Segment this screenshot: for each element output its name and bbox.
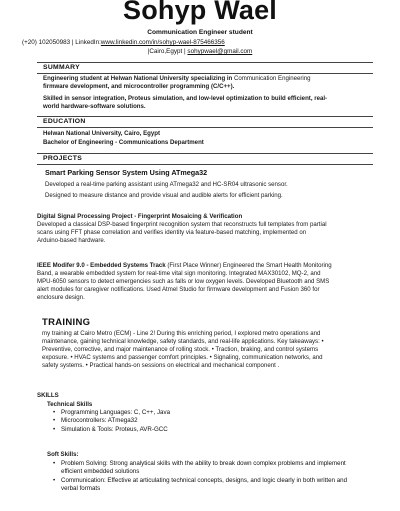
summary-line: firmware development, and microcontroller programming (C/C++). [43,83,235,90]
project-description: Developed a real-time parking assistant using ATmega32 and HC-SR04 ultrasonic sensor. [45,181,288,188]
contact-line [22,39,362,47]
soft-skill-text: Communication: Effective at articulating technical concepts, designs, and logic clearly in both written and [61,476,348,484]
list-item: • Programming Languages: C, C++, Java [53,409,353,417]
project-description: Arduino-based hardware. [37,237,106,244]
linkedin-label: LinkedIn: [75,39,101,46]
linkedin-link[interactable]: www.linkedin.com/in/sohyp-wael-875466356 [100,39,225,46]
project-description: Designed to measure distance and provide visual and audible alerts for efficient parking. [45,192,283,199]
project-description: Band, a wearable embedded system for real-time vital sign monitoring. Integrated MAX30102, MQ-2, and [37,270,321,277]
resume-subtitle: Communication Engineer student [147,29,253,36]
soft-skills-heading: Soft Skills: [47,451,79,458]
summary-text: Communication Engineering [232,75,311,82]
section-divider [37,116,373,117]
project-title: Digital Signal Processing Project - Fingerprint Mosaicing & Verification [37,213,243,220]
training-text: my training at Cairo Metro (ECM) - Line 2! During this enriching period, I explored metro operations and [42,330,321,337]
list-item [53,477,398,494]
list-item: • Simulation & Tools: Proteus, AVR-GCC [53,426,353,434]
list-item [53,460,398,477]
skills-heading: SKILLS [37,392,59,399]
education-degree: Bachelor of Engineering - Communications Department [43,139,204,146]
training-text: exposure. • HVAC systems and passenger comfort principles. • Signaling, communication networks, and [42,354,323,361]
education-school: Helwan National University, Cairo, Egypt [43,130,161,137]
training-text: maintenance, gaining technical knowledge, safety standards, and real-life applications. Key takeaways: • [42,338,324,345]
section-divider [37,127,373,128]
training-text: safety systems. • Practical hands-on sessions on electrical and mechanical component . [42,362,280,369]
project-title: Smart Parking Sensor System Using ATmega32 [45,168,208,177]
project-title: IEEE Modifer 9.0 - Embedded Systems Track [37,262,166,269]
summary-bold-text: Engineering student at Helwan National University specializing in [43,75,233,82]
contact-separator: | [184,48,188,55]
list-item: • Microcontrollers: ATmega32 [53,417,353,425]
project-description: (First Place Winner) Engineered the Smart Health Monitoring [165,262,332,269]
contact-separator: | [71,39,76,46]
summary-line: world hardware-software solutions. [43,103,146,110]
technical-skills-list [53,409,353,434]
projects-heading: PROJECTS [43,155,83,162]
summary-heading: SUMMARY [43,64,80,71]
contact-line-2 [0,48,400,56]
email-link[interactable]: sohypwael@gmail.com [187,48,253,55]
phone-number: (+20) 102050983 [22,39,71,46]
soft-skill-text: verbal formats [61,485,101,493]
project-line [37,262,389,270]
resume-name: Sohyp Wael [122,0,278,25]
project-description: Developed a classical DSP-based fingerprint recognition system that reconstructs full templates from partial [37,221,327,228]
summary-line [43,75,383,83]
section-divider [37,164,373,165]
soft-skills-list [53,460,398,494]
section-divider [37,153,373,154]
project-description: scans using FFT phase correlation and verifies identity via feature-based matching, implemented on [37,229,307,236]
summary-line: Skilled in sensor integration, Proteus simulation, and low-level optimization to build efficient, real- [43,95,328,102]
section-divider [37,73,373,74]
soft-skill-text: efficient embedded solutions [61,468,140,476]
section-divider [37,62,373,63]
location: |Cairo,Egypt [147,48,183,55]
project-description: MPU-6050 sensors to detect emergencies such as falls or low oxygen levels. Developed Bluetooth and SMS [37,278,330,285]
technical-skills-heading: Technical Skills [47,401,93,408]
soft-skill-text: Problem Solving: Strong analytical skills with the ability to break down complex problems and implement [61,460,346,467]
project-description: enclosure design. [37,294,85,301]
training-heading: TRAINING [42,317,91,328]
education-heading: EDUCATION [43,118,86,125]
project-description: alert modules for caregiver notifications. Used Atmel Studio for firmware development and Fusion 360 for [37,286,320,293]
training-text: Preventive, corrective, and major maintenance of rolling stock. • Traction, braking, and control systems [42,346,319,353]
